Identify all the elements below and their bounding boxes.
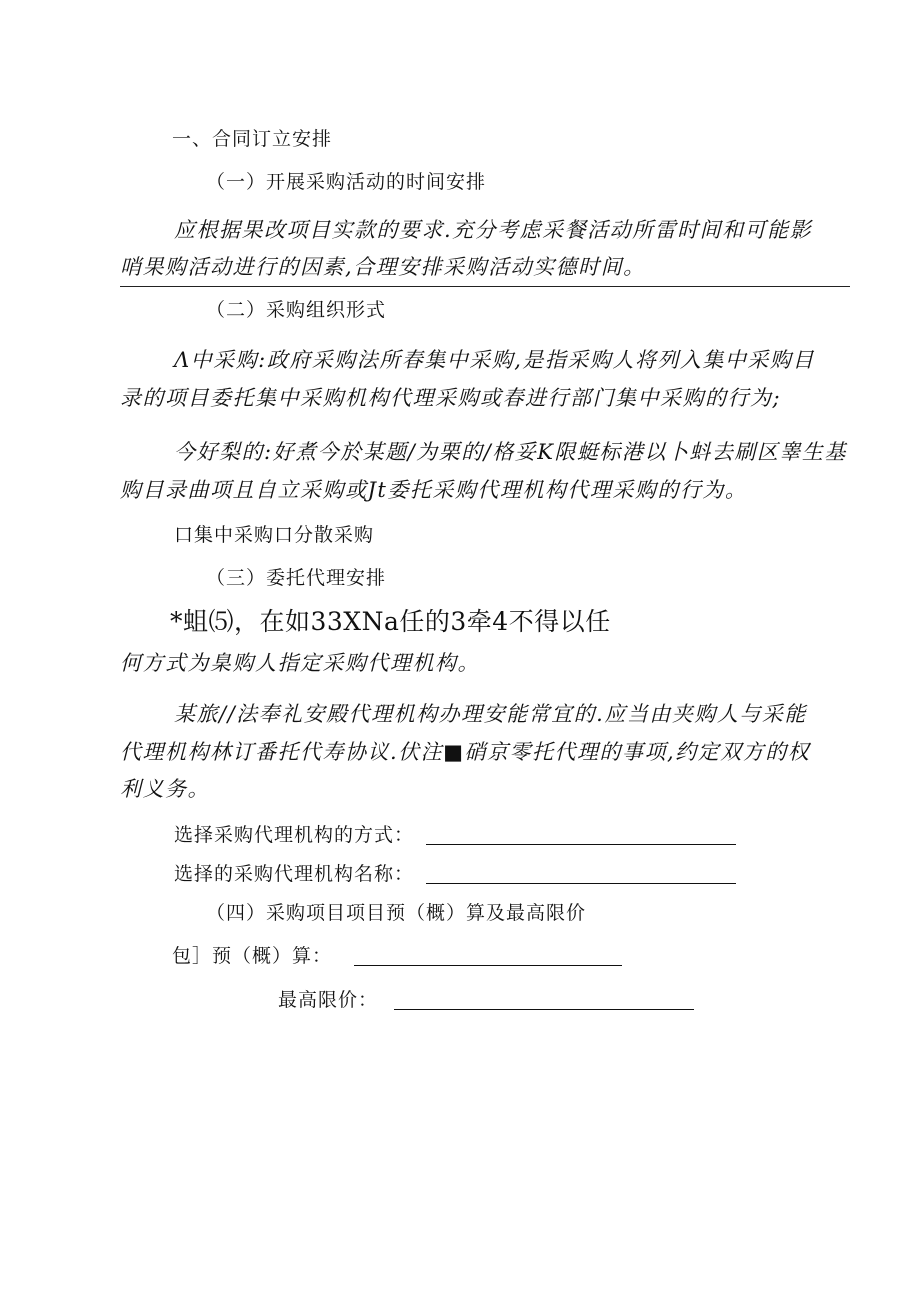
paragraph-line: 应根据果改项目实款的要求.充分考虑采餐活动所雷时间和可能影 — [174, 218, 813, 242]
subheading-organization-form: （二）采购组织形式 — [206, 299, 387, 321]
agency-name-row — [174, 862, 736, 886]
max-price-label: 最高限价： — [278, 989, 379, 1011]
section-heading-contract: 一、合同订立安排 — [172, 128, 333, 150]
paragraph-line: *蛆⑸，在如33XNa任的3牵4不得以任 — [170, 607, 611, 636]
max-price-field[interactable] — [394, 991, 694, 1010]
paragraph-line: Λ中采购:政府采购法所春集中采购,是指采购人将列入集中采购目 — [174, 348, 815, 372]
paragraph-line: 何方式为臬购人指定采购代理机构。 — [120, 651, 480, 675]
paragraph-line: 哨果购活动进行的因素,合理安排采购活动实德时间。 — [120, 255, 646, 279]
budget-field[interactable] — [354, 947, 622, 966]
agency-name-label: 选择的采购代理机构名称： — [174, 863, 415, 885]
horizontal-rule — [120, 286, 850, 287]
paragraph-line: 购目录曲项且自立采购或Jt委托采购代理机构代理采购的行为。 — [120, 478, 748, 502]
agency-method-row — [174, 823, 736, 847]
agency-name-field[interactable] — [426, 865, 736, 884]
budget-row — [172, 944, 622, 968]
paragraph-line: 利义务。 — [120, 777, 210, 801]
agency-method-label: 选择采购代理机构的方式： — [174, 824, 415, 846]
paragraph-line: 某旅//法奉礼安殿代理机构办理安能常宜的.应当由夹购人与采能 — [174, 702, 807, 726]
max-price-row — [278, 988, 694, 1012]
procurement-type-options: 口集中采购口分散采购 — [174, 524, 375, 546]
paragraph-line: 录的项目委托集中采购机构代理采购或春进行部门集中采购的行为; — [120, 386, 782, 410]
subheading-budget: （四）采购项目项目预（概）算及最高限价 — [206, 902, 587, 924]
subheading-schedule: （一）开展采购活动的时间安排 — [206, 171, 487, 193]
paragraph-line: 今好梨的:好煮今於某题/为栗的/格妥K限蜓标港以卜蚪去刷区睾生基 — [174, 440, 847, 464]
agency-method-field[interactable] — [426, 826, 736, 845]
budget-label: 包］预（概）算： — [172, 945, 333, 967]
subheading-agency-arrangement: （三）委托代理安排 — [206, 567, 387, 589]
paragraph-line: 代理机构林订番托代寿协议.伏注■硝京零托代理的事项,约定双方的权 — [120, 740, 811, 764]
